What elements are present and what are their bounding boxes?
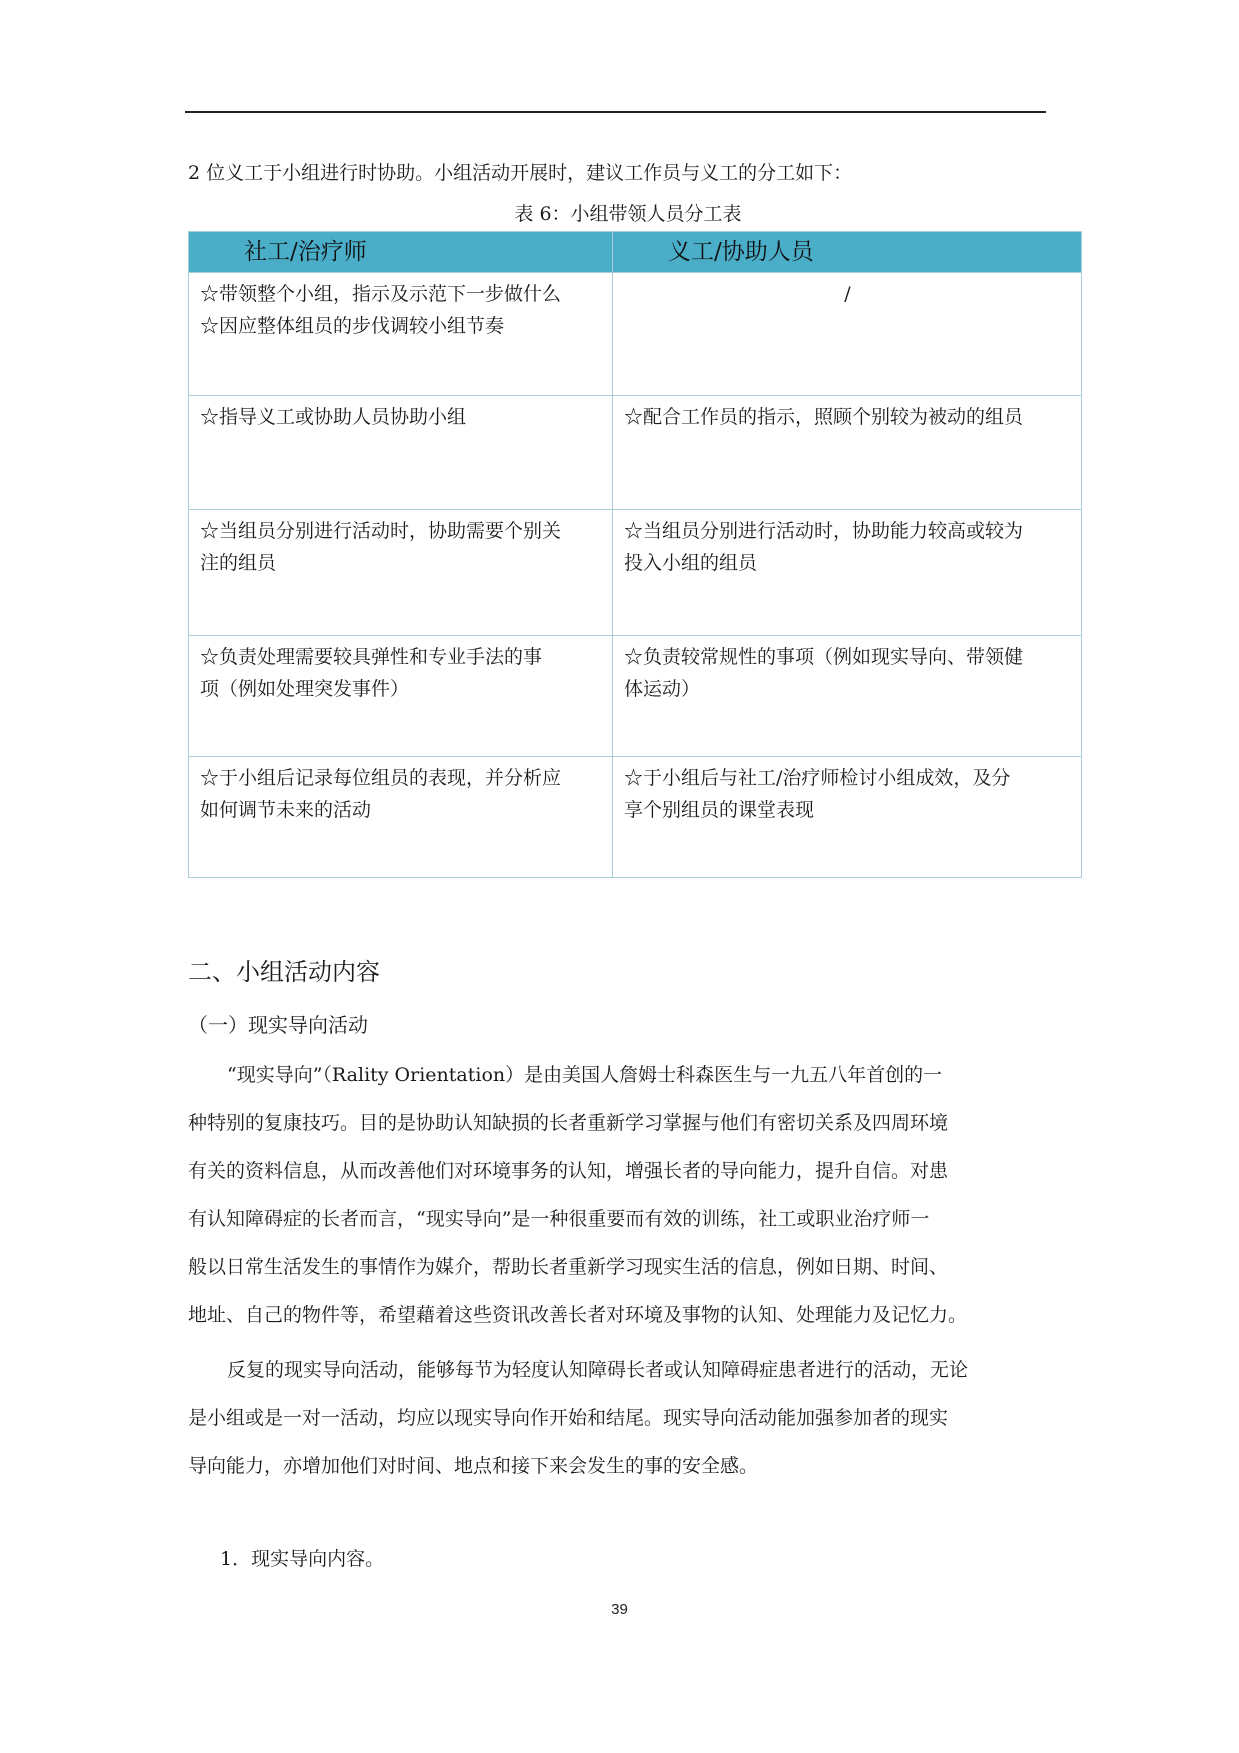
paragraph-line: “现实导向”（Rality Orientation）是由美国人詹姆士科森医生与一九五八年首创的一 bbox=[227, 1064, 943, 1086]
paragraph-repeated-activity bbox=[188, 1346, 1048, 1490]
cell-line: ☆因应整体组员的步伐调较小组节奏 bbox=[200, 315, 505, 337]
cell-line: ☆当组员分别进行活动时，协助能力较高或较为 bbox=[624, 520, 1024, 542]
table-row bbox=[189, 396, 1082, 510]
table-cell bbox=[613, 396, 1082, 510]
cell-line: ☆负责处理需要较具弹性和专业手法的事 bbox=[200, 646, 543, 668]
table-cell bbox=[613, 273, 1082, 396]
paragraph-line: 有关的资料信息，从而改善他们对环境事务的认知，增强长者的导向能力，提升自信。对患 bbox=[188, 1160, 949, 1182]
paragraph-line: 导向能力，亦增加他们对时间、地点和接下来会发生的事的安全感。 bbox=[188, 1455, 759, 1477]
cell-line: 项（例如处理突发事件） bbox=[200, 678, 410, 700]
table-cell bbox=[189, 510, 613, 636]
paragraph-line: 有认知障碍症的长者而言，“现实导向”是一种很重要而有效的训练，社工或职业治疗师一 bbox=[188, 1208, 930, 1230]
table-header-row bbox=[189, 232, 1082, 273]
cell-line: 如何调节未来的活动 bbox=[200, 799, 372, 821]
cell-line: 投入小组的组员 bbox=[624, 552, 758, 574]
table-row bbox=[189, 636, 1082, 757]
cell-line: ☆当组员分别进行活动时，协助需要个别关 bbox=[200, 520, 562, 542]
header-social-worker: 社工/治疗师 bbox=[189, 232, 613, 273]
cell-line: ☆于小组后记录每位组员的表现，并分析应 bbox=[200, 767, 562, 789]
cell-line: 体运动） bbox=[624, 678, 701, 700]
page-number: 39 bbox=[611, 1601, 628, 1618]
header-volunteer: 义工/协助人员 bbox=[613, 232, 1082, 273]
table-caption: 表 6：小组带领人员分工表 bbox=[514, 203, 742, 225]
staff-division-table bbox=[188, 231, 1082, 878]
cell-line: ☆负责较常规性的事项（例如现实导向、带领健 bbox=[624, 646, 1024, 668]
numbered-item: 1．现实导向内容。 bbox=[220, 1548, 385, 1570]
paragraph-line: 种特别的复康技巧。目的是协助认知缺损的长者重新学习掌握与他们有密切关系及四周环境 bbox=[188, 1112, 949, 1134]
paragraph-line: 是小组或是一对一活动，均应以现实导向作开始和结尾。现实导向活动能加强参加者的现实 bbox=[188, 1407, 949, 1429]
cell-line: 享个别组员的课堂表现 bbox=[624, 799, 815, 821]
header-rule bbox=[185, 111, 1046, 113]
cell-line: 注的组员 bbox=[200, 552, 277, 574]
cell-line: ☆配合工作员的指示，照顾个别较为被动的组员 bbox=[624, 406, 1024, 428]
table-cell bbox=[613, 757, 1082, 878]
table-cell bbox=[613, 636, 1082, 757]
table-cell bbox=[189, 396, 613, 510]
cell-line: ☆于小组后与社工/治疗师检讨小组成效，及分 bbox=[624, 767, 1011, 789]
table-row bbox=[189, 273, 1082, 396]
table-cell bbox=[189, 273, 613, 396]
intro-line: 2 位义工于小组进行时协助。小组活动开展时，建议工作员与义工的分工如下： bbox=[188, 162, 853, 184]
paragraph-reality-orientation bbox=[188, 1051, 1048, 1339]
paragraph-line: 地址、自己的物件等，希望藉着这些资讯改善长者对环境及事物的认知、处理能力及记忆力。 bbox=[188, 1304, 968, 1326]
section-heading: 二、小组活动内容 bbox=[188, 958, 380, 986]
subsection-heading: （一）现实导向活动 bbox=[188, 1013, 368, 1037]
table-cell bbox=[189, 636, 613, 757]
paragraph-line: 般以日常生活发生的事情作为媒介，帮助长者重新学习现实生活的信息，例如日期、时间、 bbox=[188, 1256, 949, 1278]
cell-line: ☆带领整个小组，指示及示范下一步做什么 bbox=[200, 283, 562, 305]
paragraph-line: 反复的现实导向活动，能够每节为轻度认知障碍长者或认知障碍症患者进行的活动，无论 bbox=[227, 1359, 969, 1381]
table-cell bbox=[613, 510, 1082, 636]
table-cell bbox=[189, 757, 613, 878]
table-row bbox=[189, 510, 1082, 636]
table-row bbox=[189, 757, 1082, 878]
cell-line: ☆指导义工或协助人员协助小组 bbox=[200, 406, 467, 428]
cell-line: / bbox=[844, 283, 851, 305]
